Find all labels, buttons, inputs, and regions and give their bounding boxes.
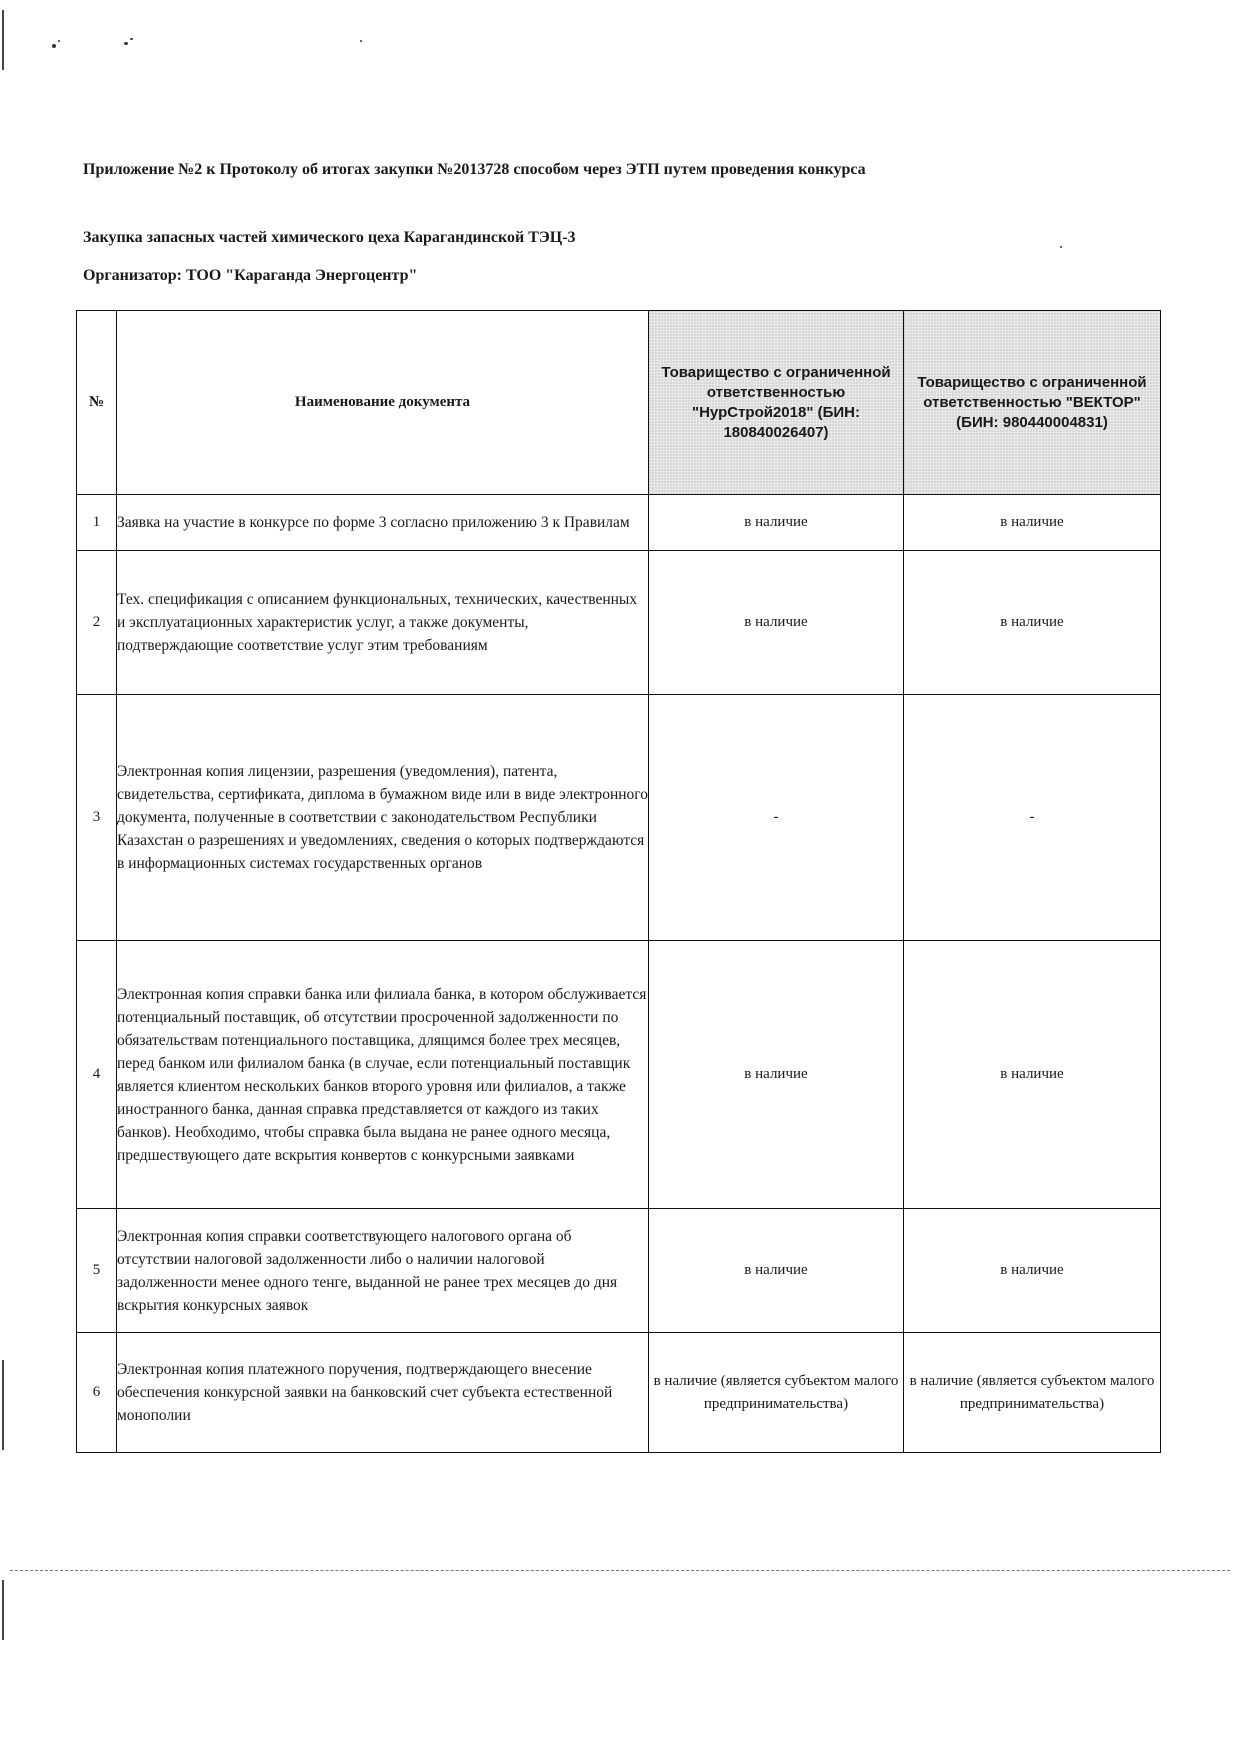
row-number: 4 xyxy=(77,941,117,1209)
documents-comparison-table xyxy=(76,310,1161,1453)
table-row xyxy=(77,1333,1161,1453)
table-row xyxy=(77,1209,1161,1333)
supplier-b-status: в наличие xyxy=(904,941,1161,1209)
table-row xyxy=(77,695,1161,941)
document-name-cell: Электронная копия лицензии, разрешения (уведомления), патента, свидетельства, сертификата, диплома в бумажном виде или в виде электронного документа, полученные в соответствии с законодательством Республики Казахстан о разрешениях и уведомлениях, сведения о которых подтверждаются в информационных системах государственных органов xyxy=(117,695,649,941)
supplier-a-status: в наличие xyxy=(649,551,904,695)
table-row xyxy=(77,941,1161,1209)
organizer-line: Организатор: ТОО "Караганда Энергоцентр" xyxy=(83,267,418,284)
document-name-cell: Электронная копия справки банка или филиала банка, в котором обслуживается потенциальный поставщик, об отсутствии просроченной задолженности по обязательствам потенциального поставщика, длящимся более трех месяцев, перед банком или филиалом банка (в случае, если потенциальный поставщик является клиентом нескольких банков второго уровня или филиалов, а также иностранного банка, данная справка представляется от каждого из таких банков). Необходимо, чтобы справка была выдана не ранее одного месяца, предшествующего дате вскрытия конвертов с конкурсными заявками xyxy=(117,941,649,1209)
table-header-row xyxy=(77,311,1161,495)
column-header-number: № xyxy=(77,311,117,495)
supplier-b-status: в наличие xyxy=(904,1209,1161,1333)
supplier-a-status: в наличие (является субъектом малого предпринимательства) xyxy=(649,1333,904,1453)
supplier-b-status: в наличие xyxy=(904,551,1161,695)
row-number: 6 xyxy=(77,1333,117,1453)
supplier-a-status: в наличие xyxy=(649,1209,904,1333)
supplier-b-status: в наличие xyxy=(904,495,1161,551)
column-header-supplier-b: Товарищество с ограниченной ответственностью "ВЕКТОР" (БИН: 980440004831) xyxy=(904,311,1161,495)
document-name-cell: Заявка на участие в конкурсе по форме 3 согласно приложению 3 к Правилам xyxy=(117,495,649,551)
scan-edge-mark xyxy=(2,1360,4,1450)
row-number: 3 xyxy=(77,695,117,941)
table-row xyxy=(77,495,1161,551)
scan-edge-mark xyxy=(2,10,4,70)
row-number: 5 xyxy=(77,1209,117,1333)
supplier-a-status: - xyxy=(649,695,904,941)
row-number: 2 xyxy=(77,551,117,695)
supplier-a-status: в наличие xyxy=(649,495,904,551)
document-name-cell: Электронная копия справки соответствующего налогового органа об отсутствии налоговой задолженности либо о наличии налоговой задолженности менее одного тенге, выданной не ранее трех месяцев до дня вскрытия конкурсных заявок xyxy=(117,1209,649,1333)
column-header-supplier-a: Товарищество с ограниченной ответственностью "НурСтрой2018" (БИН: 180840026407) xyxy=(649,311,904,495)
table-row xyxy=(77,551,1161,695)
document-title: Приложение №2 к Протоколу об итогах закупки №2013728 способом через ЭТП путем проведения конкурса xyxy=(83,161,866,178)
procurement-subject: Закупка запасных частей химического цеха Карагандинской ТЭЦ-3 xyxy=(83,229,576,246)
column-header-document-name: Наименование документа xyxy=(117,311,649,495)
scan-fold-line xyxy=(10,1570,1230,1571)
document-name-cell: Тех. спецификация с описанием функциональных, технических, качественных и эксплуатационных характеристик услуг, а также документы, подтверждающие соответствие услуг этим требованиям xyxy=(117,551,649,695)
supplier-b-status: в наличие (является субъектом малого предпринимательства) xyxy=(904,1333,1161,1453)
supplier-a-status: в наличие xyxy=(649,941,904,1209)
scan-edge-mark xyxy=(2,1580,4,1640)
row-number: 1 xyxy=(77,495,117,551)
supplier-b-status: - xyxy=(904,695,1161,941)
document-name-cell: Электронная копия платежного поручения, подтверждающего внесение обеспечения конкурсной заявки на банковский счет субъекта естественной монополии xyxy=(117,1333,649,1453)
